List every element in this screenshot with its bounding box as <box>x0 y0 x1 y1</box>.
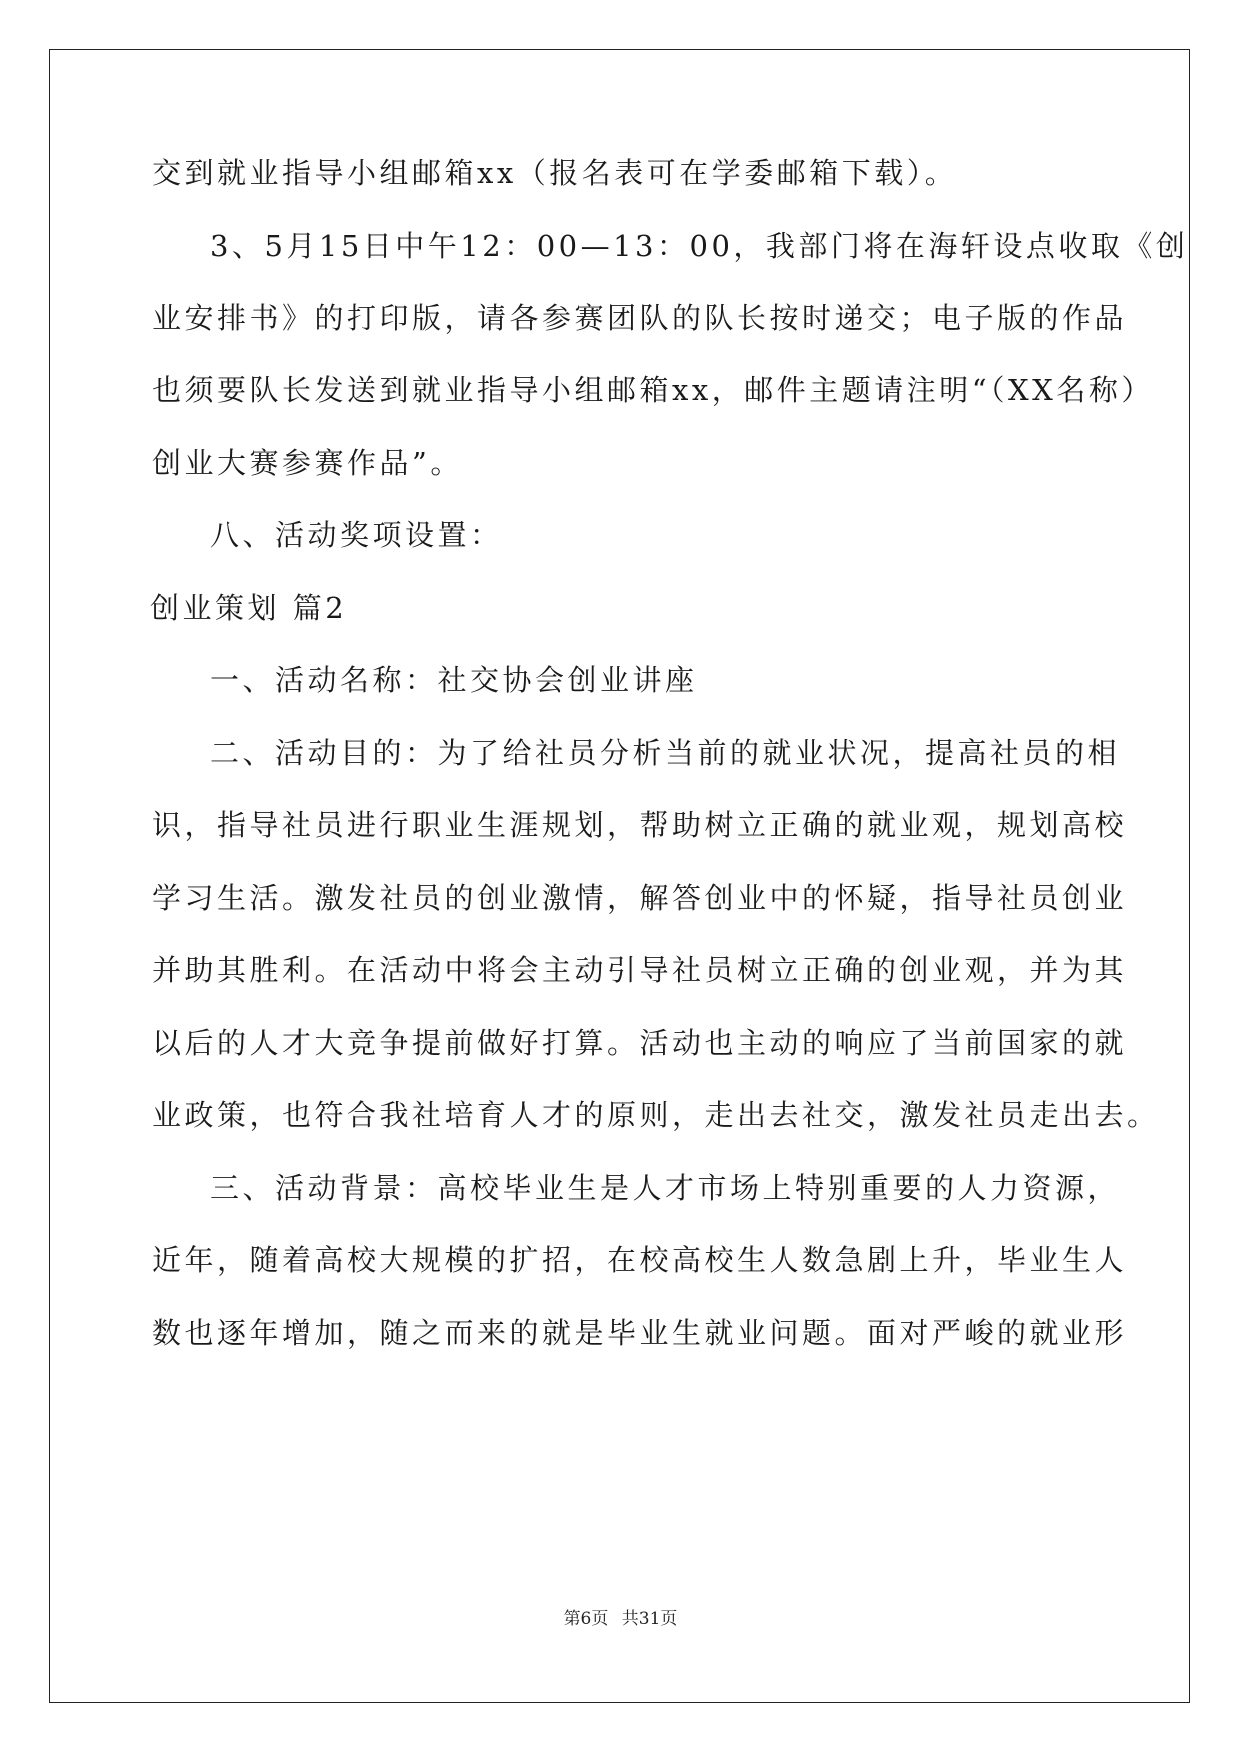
body-line: 数也逐年增加，随之而来的就是毕业生就业问题。面对严峻的就业形 <box>152 1316 1128 1350</box>
body-line: 识，指导社员进行职业生涯规划，帮助树立正确的就业观，规划高校 <box>152 808 1128 842</box>
body-line: 学习生活。激发社员的创业激情，解答创业中的怀疑，指导社员创业 <box>152 881 1128 915</box>
body-line: 创业大赛参赛作品”。 <box>152 446 463 480</box>
body-line: 3、5月15日中午12：00—13：00，我部门将在海轩设点收取《创 <box>210 229 1189 263</box>
page-total: 共31页 <box>621 1609 678 1629</box>
page-number: 第6页 <box>563 1609 609 1629</box>
page-footer <box>0 1604 1241 1629</box>
body-line: 三、活动背景：高校毕业生是人才市场上特别重要的人力资源， <box>210 1171 1121 1205</box>
section-heading: 一、活动名称：社交协会创业讲座 <box>210 663 698 697</box>
body-line: 二、活动目的：为了给社员分析当前的就业状况，提高社员的相 <box>210 736 1121 770</box>
body-line: 业安排书》的打印版，请各参赛团队的队长按时递交；电子版的作品 <box>152 301 1128 335</box>
article-title: 创业策划 篇2 <box>150 591 348 625</box>
body-line: 并助其胜利。在活动中将会主动引导社员树立正确的创业观，并为其 <box>152 953 1128 987</box>
body-line: 也须要队长发送到就业指导小组邮箱xx，邮件主题请注明“（XX名称） <box>152 373 1154 407</box>
body-line: 交到就业指导小组邮箱xx（报名表可在学委邮箱下载）。 <box>152 156 958 190</box>
body-line: 近年，随着高校大规模的扩招，在校高校生人数急剧上升，毕业生人 <box>152 1243 1128 1277</box>
section-heading: 八、活动奖项设置： <box>210 518 503 552</box>
body-line: 业政策，也符合我社培育人才的原则，走出去社交，激发社员走出去。 <box>152 1098 1160 1132</box>
body-line: 以后的人才大竞争提前做好打算。活动也主动的响应了当前国家的就 <box>152 1026 1128 1060</box>
